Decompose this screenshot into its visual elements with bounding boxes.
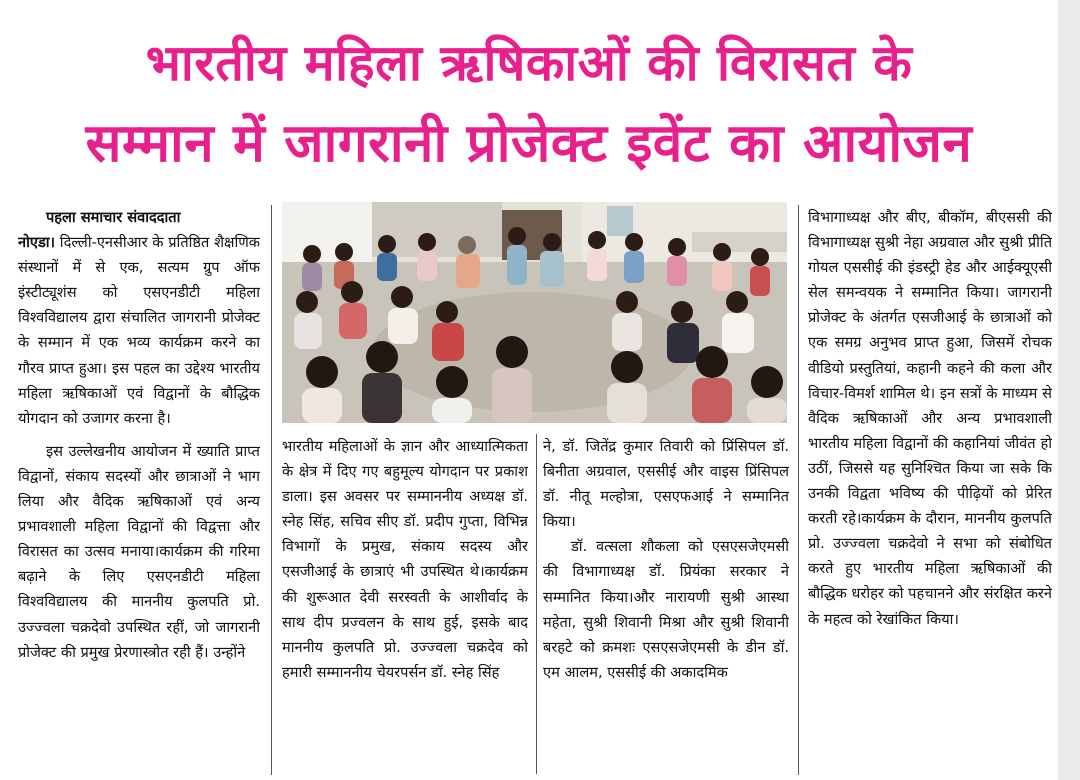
article-column-2-text: भारतीय महिलाओं के ज्ञान और आध्यात्मिकता के क्षेत्र में दिए गए बहुमूल्य योगदान पर प्रकाश डाला। इस अवसर पर सम्माननीय अध्यक्ष डॉ. स्नेह सिंह, सचिव सीए डॉ. प्रदीप गुप्ता, विभिन्न विभागों के प्रमुख, संकाय सदस्य और एसजीआई के छात्राएं भी उपस्थित थे।कार्यक्रम की शुरूआत देवी सरस्वती के आशीर्वाद के साथ दीप प्रज्वलन के साथ हुई, इसके बाद माननीय कुलपति प्रो. उज्ज्वला चक्रदेव को हमारी सम्माननीय चेयरपर्सन डॉ. स्नेह सिंह [282,438,528,681]
column-divider [798,205,799,775]
page-edge-shade [1058,0,1080,780]
headline-line-2: सम्मान में जागरानी प्रोजेक्ट इवेंट का आयोजन [85,113,973,174]
article-column-1 [18,205,260,775]
byline: पहला समाचार संवाददाता [46,209,181,226]
article-paragraph-1-text: दिल्ली-एनसीआर के प्रतिष्ठित शैक्षणिक संस्थानों में से एक, सत्यम ग्रुप ऑफ इंस्टीट्यूशंस को एसएनडीटी महिला विश्वविद्यालय द्वारा संचालित जागरानी प्रोजेक्ट के सम्मान में एक भव्य कार्यक्रम करने का गौरव प्राप्त हुआ। इस पहल का उद्देश्य भारतीय महिला ऋषिकाओं एवं विद्वानों के बौद्धिक योगदान को उजागर करना है। [18,234,260,427]
article-paragraph-1 [18,230,260,431]
event-photo [282,202,787,423]
article-paragraph-2: इस उल्लेखनीय आयोजन में ख्याति प्राप्त विद्वानों, संकाय सदस्यों और छात्राओं ने भाग लिया और वैदिक ऋषिकाओं एवं अन्य प्रभावशाली महिला विद्वानों की विद्वत्ता और विरासत का उत्सव मनाया।कार्यक्रम की गरिमा बढ़ाने के लिए एसएनडीटी महिला विश्वविद्यालय की माननीय कुलपति प्रो. उज्ज्वला चक्रदेवो उपस्थित रहीं, जो जागरानी प्रोजेक्ट की प्रमुख प्रेरणास्त्रोत रही हैं। उन्होंने [18,442,260,661]
column-divider [271,205,272,775]
article-column-3-paragraph-2: डॉ. वत्सला शौकला को एसएसजेएमसी की विभागाध्यक्ष डॉ. प्रियंका सरकार ने सम्मानित किया।और नारायणी सुश्री आस्था महेता, सुश्री शिवानी मिश्रा और सुश्री शिवानी बरहटे को क्रमशः एसएसजेएमसी के डीन डॉ. एम आलम, एससीई की अकादमिक [543,538,789,681]
article-column-3 [543,434,789,774]
article-column-3-paragraph-1: ने, डॉ. जितेंद्र कुमार तिवारी को प्रिंसिपल डॉ. बिनीता अग्रवाल, एससीई और वाइस प्रिंसिपल डॉ. नीतू मल्होत्रा, एसएफआई ने सम्मानित किया। [543,438,789,531]
article-column-4 [808,205,1052,775]
article-column-2 [282,434,528,774]
headline-line-1: भारतीय महिला ऋषिकाओं की विरासत के [145,34,913,92]
dateline: नोएडा। [18,234,56,252]
column-divider [536,434,537,774]
article-column-4-text: विभागाध्यक्ष और बीए, बीकॉम, बीएससी की विभागाध्यक्ष सुश्री नेहा अग्रवाल और सुश्री प्रीति गोयल एससीई की इंडस्ट्री हेड और आईक्यूएसी सेल समन्वयक ने सम्मानित किया। जागरानी प्रोजेक्ट के अंतर्गत एसजीआई के छात्राओं को एक समग्र अनुभव प्राप्त हुआ, जिसमें रोचक वीडियो प्रस्तुतियां, कहानी कहने की कला और विचार-विमर्श शामिल थे। इन सत्रों के माध्यम से वैदिक ऋषिकाओं और अन्य प्रभावशाली भारतीय महिला विद्वानों की कहानियां जीवंत हो उठीं, जिससे यह सुनिश्चित किया जा सके कि उनकी विद्वता भविष्य की पीढ़ियों को प्रेरित करती रहे।कार्यक्रम के दौरान, माननीय कुलपति प्रो. उज्ज्वला चक्रदेवो ने सभा को संबोधित करते हुए भारतीय महिला ऋषिकाओं की बौद्धिक धरोहर को पहचानने और संरक्षित करने के महत्व को रेखांकित किया। [808,209,1052,628]
